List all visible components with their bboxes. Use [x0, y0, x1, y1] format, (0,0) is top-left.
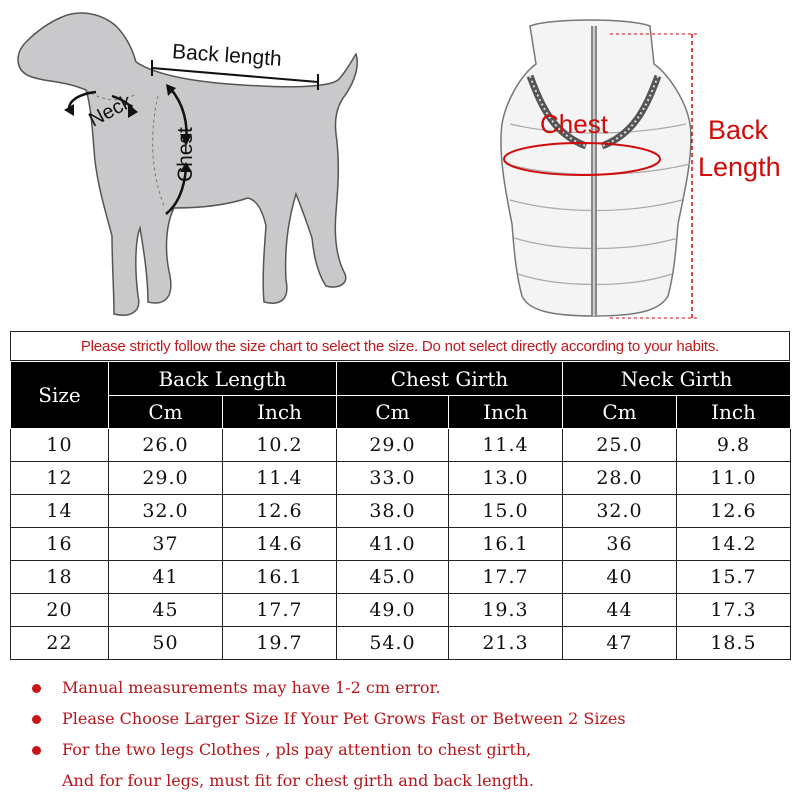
table-cell: 28.0 [563, 462, 677, 495]
table-cell: 19.7 [223, 627, 337, 660]
unit-header: Inch [449, 396, 563, 429]
table-cell: 38.0 [337, 495, 449, 528]
table-cell: 37 [109, 528, 223, 561]
table-cell: 47 [563, 627, 677, 660]
table-cell: 13.0 [449, 462, 563, 495]
table-cell: 50 [109, 627, 223, 660]
table-cell: 21.3 [449, 627, 563, 660]
table-cell: 15.7 [677, 561, 791, 594]
table-cell: 45.0 [337, 561, 449, 594]
table-cell: 14.6 [223, 528, 337, 561]
note-text: For the two legs Clothes , pls pay attention to chest girth, [62, 740, 532, 759]
table-row [11, 627, 791, 660]
table-cell: 11.0 [677, 462, 791, 495]
table-row [11, 561, 791, 594]
table-cell: 22 [11, 627, 109, 660]
table-cell: 20 [11, 594, 109, 627]
note-item [30, 672, 790, 703]
table-cell: 17.7 [223, 594, 337, 627]
table-cell: 33.0 [337, 462, 449, 495]
table-cell: 18 [11, 561, 109, 594]
size-chart-table [10, 361, 791, 660]
table-cell: 17.7 [449, 561, 563, 594]
table-cell: 26.0 [109, 429, 223, 462]
table-cell: 14.2 [677, 528, 791, 561]
back-length-label: Back length [171, 40, 283, 71]
measurement-illustrations [0, 0, 800, 330]
table-cell: 12 [11, 462, 109, 495]
table-row [11, 495, 791, 528]
table-cell: 54.0 [337, 627, 449, 660]
note-item [30, 703, 790, 734]
note-item [30, 765, 790, 796]
table-cell: 41 [109, 561, 223, 594]
table-cell: 16.1 [223, 561, 337, 594]
back-length-header: Back Length [109, 362, 337, 396]
table-cell: 12.6 [677, 495, 791, 528]
table-cell: 16 [11, 528, 109, 561]
table-cell: 16.1 [449, 528, 563, 561]
notes-list [30, 672, 790, 796]
table-cell: 12.6 [223, 495, 337, 528]
table-cell: 10 [11, 429, 109, 462]
size-notice: Please strictly follow the size chart to select the size. Do not select directly according to your habits. [10, 331, 790, 361]
table-cell: 49.0 [337, 594, 449, 627]
table-cell: 45 [109, 594, 223, 627]
table-cell: 25.0 [563, 429, 677, 462]
table-cell: 18.5 [677, 627, 791, 660]
neck-girth-header: Neck Girth [563, 362, 791, 396]
table-cell: 36 [563, 528, 677, 561]
coat-chest-label: Chest [540, 109, 608, 139]
note-item [30, 734, 790, 765]
table-cell: 9.8 [677, 429, 791, 462]
table-row [11, 594, 791, 627]
unit-header: Cm [337, 396, 449, 429]
bullet-dot-icon [32, 715, 41, 724]
note-text: And for four legs, must fit for chest girth and back length. [62, 771, 534, 790]
table-cell: 40 [563, 561, 677, 594]
chest-label: Chest [174, 127, 197, 182]
table-cell: 10.2 [223, 429, 337, 462]
table-row [11, 462, 791, 495]
coat-back-length-label-line1: Back [708, 115, 769, 145]
unit-header: Cm [109, 396, 223, 429]
table-cell: 11.4 [223, 462, 337, 495]
note-text: Manual measurements may have 1-2 cm error. [62, 678, 441, 697]
table-cell: 19.3 [449, 594, 563, 627]
table-cell: 17.3 [677, 594, 791, 627]
table-cell: 41.0 [337, 528, 449, 561]
coat-back-length-label-line2: Length [698, 152, 781, 182]
table-cell: 15.0 [449, 495, 563, 528]
table-cell: 32.0 [563, 495, 677, 528]
neck-label: Neck [85, 90, 136, 132]
unit-header: Cm [563, 396, 677, 429]
table-cell: 44 [563, 594, 677, 627]
coat-measurement-diagram [490, 4, 700, 324]
chest-girth-header: Chest Girth [337, 362, 563, 396]
table-cell: 32.0 [109, 495, 223, 528]
unit-header: Inch [677, 396, 791, 429]
table-cell: 11.4 [449, 429, 563, 462]
table-row [11, 429, 791, 462]
table-cell: 14 [11, 495, 109, 528]
bullet-dot-icon [32, 684, 41, 693]
table-cell: 29.0 [109, 462, 223, 495]
unit-header: Inch [223, 396, 337, 429]
table-row [11, 528, 791, 561]
table-cell: 29.0 [337, 429, 449, 462]
size-column-header: Size [11, 362, 109, 429]
note-text: Please Choose Larger Size If Your Pet Grows Fast or Between 2 Sizes [62, 709, 626, 728]
bullet-dot-icon [32, 746, 41, 755]
